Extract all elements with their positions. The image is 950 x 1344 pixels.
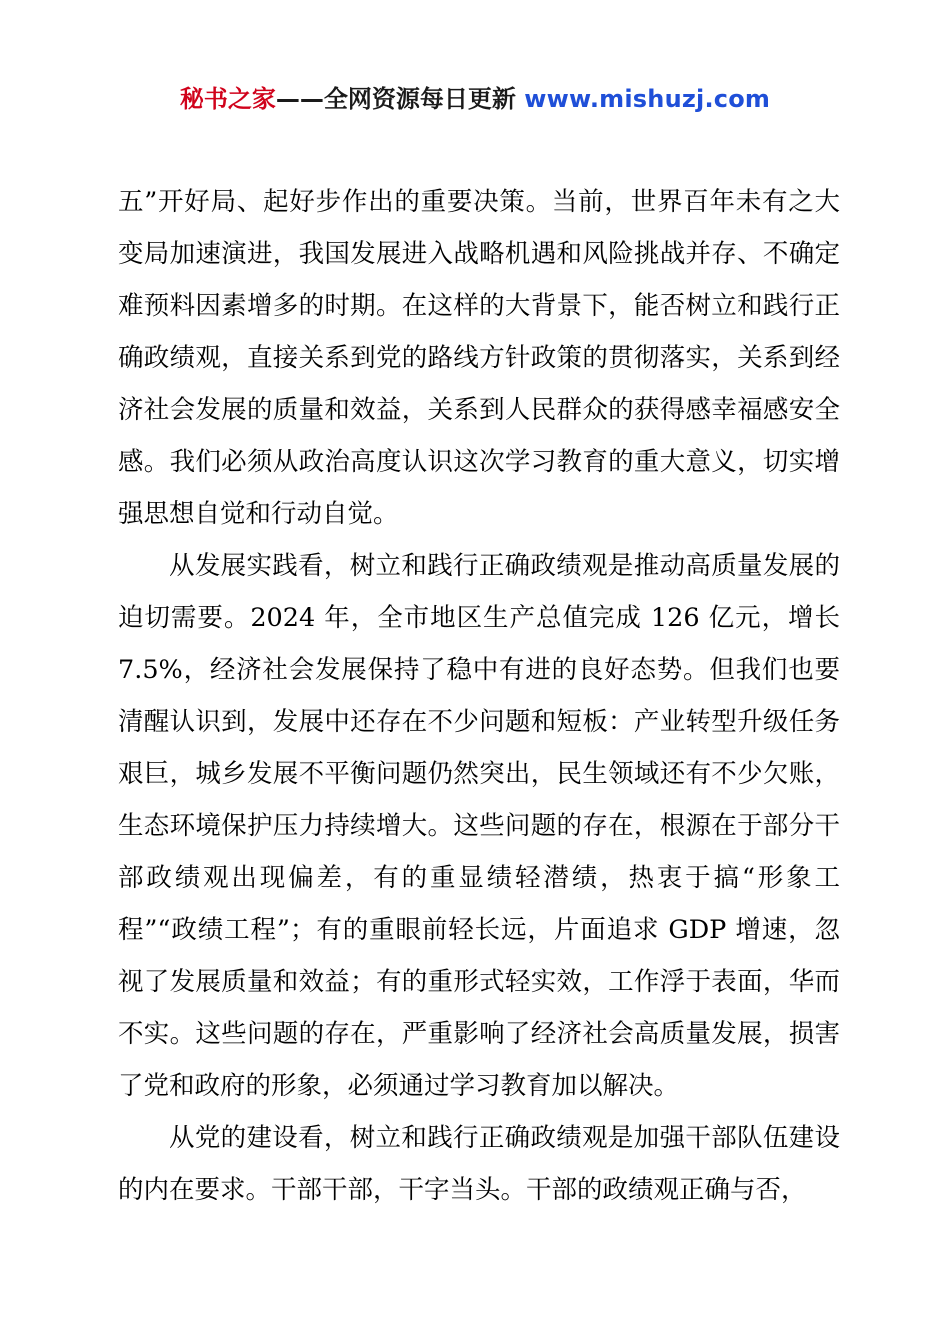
paragraph-2: 从发展实践看，树立和践行正确政绩观是推动高质量发展的迫切需要。2024 年，全市地区生产总值完成 126 亿元，增长 7.5%，经济社会发展保持了稳中有进的良好态势。但我们也要清醒认识到，发展中还存在不少问题和短板：产业转型升级任务艰巨，城乡发展不平衡问题仍然突出，民生领域还有不少欠账，生态环境保护压力持续增大。这些问题的存在，根源在于部分干部政绩观出现偏差，有的重显绩轻潜绩，热衷于搞“形象工程”“政绩工程”；有的重眼前轻长远，片面追求 GDP 增速，忽视了发展质量和效益；有的重形式轻实效，工作浮于表面，华而不实。这些问题的存在，严重影响了经济社会高质量发展，损害了党和政府的形象，必须通过学习教育加以解决。 xyxy=(118,551,840,1101)
document-body xyxy=(118,176,840,1216)
site-url[interactable]: www.mishuzj.com xyxy=(524,85,771,113)
paragraph-1: 五”开好局、起好步作出的重要决策。当前，世界百年未有之大变局加速演进，我国发展进入战略机遇和风险挑战并存、不确定难预料因素增多的时期。在这样的大背景下，能否树立和践行正确政绩观，直接关系到党的路线方针政策的贯彻落实，关系到经济社会发展的质量和效益，关系到人民群众的获得感幸福感安全感。我们必须从政治高度认识这次学习教育的重大意义，切实增强思想自觉和行动自觉。 xyxy=(118,187,840,529)
site-watermark-header xyxy=(0,82,950,116)
site-tagline: ——全网资源每日更新 xyxy=(275,85,525,113)
site-brand: 秘书之家 xyxy=(179,85,276,113)
paragraph-3: 从党的建设看，树立和践行正确政绩观是加强干部队伍建设的内在要求。干部干部，干字当头。干部的政绩观正确与否， xyxy=(118,1123,840,1205)
